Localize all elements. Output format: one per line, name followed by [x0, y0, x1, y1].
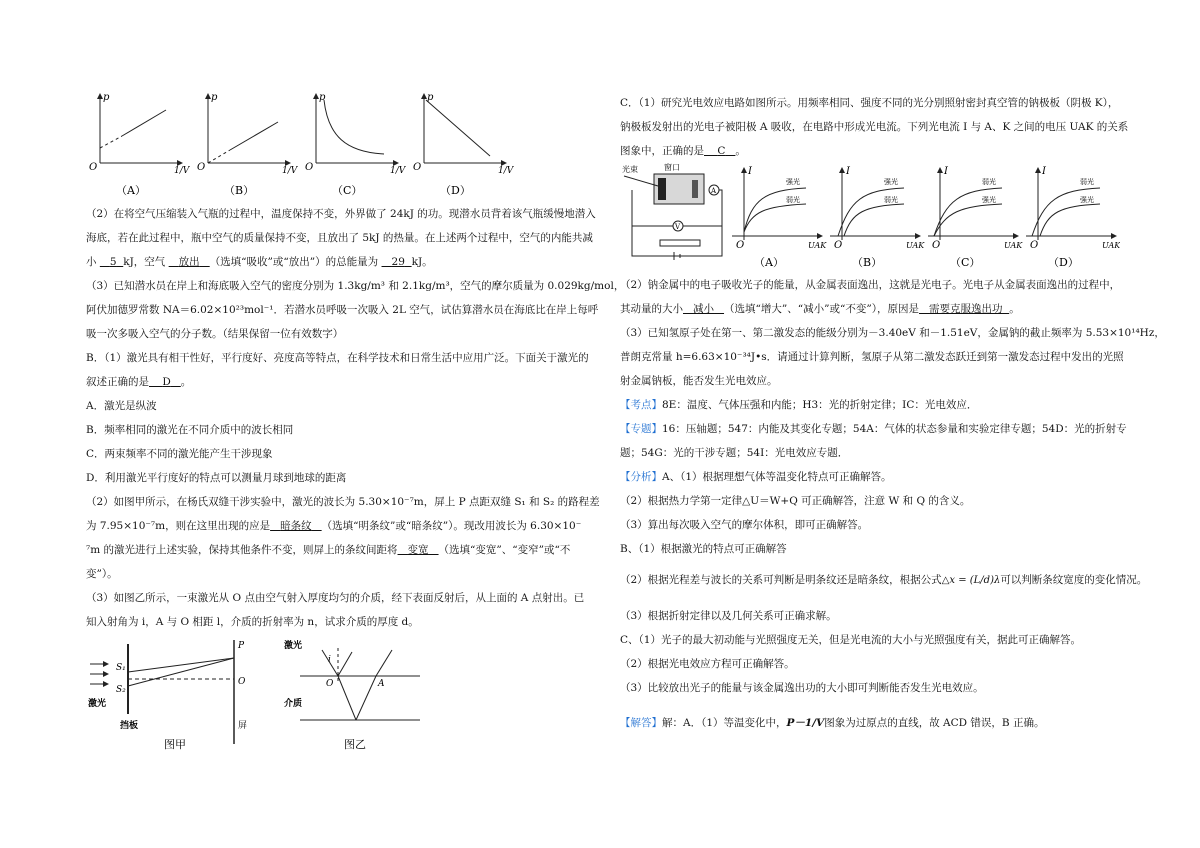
svg-text:屏: 屏 — [238, 721, 248, 731]
svg-text:A: A — [378, 679, 385, 689]
photoelectric-figure — [620, 160, 1120, 272]
q3-line3: 吸一次多吸入空气的分子数。（结果保留一位有效数字） — [86, 328, 344, 340]
c1-line2: 钠极板发射出的光电子被阳极 A 吸收，在电路中形成光电流。下列光电流 I 与 A、K 之间的电压 UAK 的关系 — [620, 121, 1129, 133]
graph-axis-p: p — [103, 92, 110, 103]
svg-text:挡板: 挡板 — [120, 721, 139, 731]
c3-line1: （3）已知氢原子处在第一、第二激发态的能级分别为－3.40eV 和－1.51eV，金属钠的截止频率为 5.53×10¹⁴Hz， — [620, 327, 1165, 339]
axis-i-label: I — [944, 166, 948, 177]
svg-text:S₂: S₂ — [116, 685, 126, 695]
svg-text:窗口: 窗口 — [664, 163, 680, 172]
svg-text:p: p — [211, 92, 218, 103]
fenxi-3: （3）算出每次吸入空气的摩尔体积，即可正确解答。 — [620, 519, 869, 531]
svg-text:激光: 激光 — [284, 641, 303, 651]
b1-line2: 叙述正确的是 D 。 — [86, 376, 192, 388]
svg-text:1/V: 1/V — [390, 166, 406, 176]
svg-text:1/V: 1/V — [282, 166, 298, 176]
answer-blank: 减小 — [693, 303, 715, 315]
figure-yi-refraction — [280, 634, 450, 750]
q3-line1: （3）已知潜水员在岸上和海底吸入空气的密度分别为 1.3kg/m³ 和 2.1kg/m³，空气的摩尔质量为 0.029kg/mol， — [86, 280, 625, 292]
iu-graph-a — [732, 166, 827, 269]
c3-line2: 普朗克常量 h=6.63×10⁻³⁴J•s．请通过计算判断，氢原子从第二激发态跃迁到第一激发态过程中发出的光照 — [620, 351, 1124, 363]
svg-text:p: p — [427, 92, 434, 103]
axis-u-label: UAK — [1102, 241, 1120, 250]
c1-line1: C．（1）研究光电效应电路如图所示。用频率相同、强度不同的光分别照射密封真空管的钠极板（阴极 K）， — [620, 97, 1119, 109]
curve-label-top: 强光 — [786, 178, 800, 186]
graph-option-label: （D） — [1048, 256, 1079, 269]
axis-u-label: UAK — [808, 241, 827, 250]
formula: P－1/V — [786, 717, 825, 729]
answer-blank: C — [717, 145, 726, 157]
c1-line3: 图象中，正确的是 C 。 — [620, 145, 746, 157]
graph-a — [89, 92, 191, 197]
svg-text:光束: 光束 — [622, 165, 638, 174]
curve-label-bottom: 弱光 — [786, 196, 800, 204]
answer-blank: 暗条纹 — [280, 520, 312, 532]
curve-label-top: 强光 — [884, 178, 898, 186]
iu-graph-d — [1026, 166, 1120, 269]
svg-text:p: p — [319, 92, 326, 103]
svg-text:i: i — [328, 655, 331, 665]
iu-graphs — [732, 166, 1120, 269]
option-a: A．激光是纵波 — [86, 400, 157, 412]
figure-jia-double-slit — [86, 634, 256, 750]
graph-option-label: （B） — [852, 256, 883, 269]
fenxi-b2: （2）根据光程差与波长的关系可判断是明条纹还是暗条纹，根据公式△x = (L/d)λ可以判断条纹宽度的变化情况。 — [620, 574, 1148, 586]
c3-line3: 射金属钠板，能否发生光电效应。 — [620, 375, 778, 387]
svg-text:（A）: （A） — [116, 184, 146, 197]
graph-option-label: （C） — [950, 256, 981, 269]
c2-line2: 其动量的大小 减小 （选填“增大”、“减小”或“不变”），原因是 需要克服逸出功 。 — [620, 303, 1020, 315]
answer-blank: 29 — [391, 256, 405, 268]
svg-text:V: V — [675, 223, 681, 231]
fenxi-b3: （3）根据折射定律以及几何关系可正确求解。 — [620, 610, 837, 622]
axis-i-label: I — [748, 166, 752, 177]
formula: △x = (L/d)λ — [941, 575, 1001, 586]
b3-line1: （3）如图乙所示，一束激光从 O 点由空气射入厚度均匀的介质，经下表面反射后，从上面的 A 点射出。已 — [86, 592, 585, 604]
origin-label: O — [932, 240, 941, 251]
answer-blank: D — [162, 376, 171, 388]
option-b: B．频率相同的激光在不同介质中的波长相同 — [86, 424, 294, 436]
axis-u-label: UAK — [1004, 241, 1023, 250]
jieda: 【解答】解：A．（1）等温变化中，P－1/V图象为过原点的直线，故 ACD 错误，B 正确。 — [620, 717, 1045, 729]
axis-i-label: I — [1042, 166, 1046, 177]
svg-text:（B）: （B） — [224, 184, 255, 197]
svg-text:（D）: （D） — [440, 184, 471, 197]
graph-d — [413, 92, 515, 197]
svg-text:1/V: 1/V — [498, 166, 514, 176]
answer-blank: 5 — [109, 256, 117, 268]
iu-graph-b — [830, 166, 925, 269]
b2-line4: 变”）。 — [86, 568, 118, 580]
svg-text:S₁: S₁ — [116, 663, 126, 673]
svg-text:A: A — [711, 187, 717, 195]
svg-text:O: O — [305, 162, 314, 173]
svg-text:O: O — [413, 162, 422, 173]
svg-text:O: O — [238, 677, 246, 687]
b3-line2: 知入射角为 i，A 与 O 相距 l，介质的折射率为 n，试求介质的厚度 d。 — [86, 616, 419, 628]
q2-line3: 小 5 kJ，空气 放出 （选填“吸收”或“放出”）的总能量为 29 kJ。 — [86, 256, 433, 268]
tag-fenxi: 【分析】 — [620, 471, 662, 483]
axis-i-label: I — [846, 166, 850, 177]
origin-label: O — [736, 240, 745, 251]
b2-line1: （2）如图甲所示，在杨氏双缝干涉实验中，激光的波长为 5.30×10⁻⁷m，屏上 P 点距双缝 S₁ 和 S₂ 的路程差 — [86, 496, 600, 508]
circuit-diagram — [622, 162, 722, 260]
b1-line1: B．（1）激光具有相干性好，平行度好、亮度高等特点，在科学技术和日常生活中应用广泛。下面关于激光的 — [86, 352, 589, 364]
kaodian: 【考点】8E：温度、气体压强和内能；H3：光的折射定律；IC：光电效应． — [620, 399, 978, 411]
fenxi: 【分析】A、（1）根据理想气体等温变化特点可正确解答。 — [620, 471, 892, 483]
iu-graph-c — [928, 166, 1023, 269]
b2-line3: ⁷m 的激光进行上述实验，保持其他条件不变，则屏上的条纹间距将 变宽 （选填“变宽”、“变窄”或“不 — [86, 544, 571, 556]
svg-text:1/V: 1/V — [174, 166, 190, 176]
axis-u-label: UAK — [906, 241, 925, 250]
graph-option-label: （A） — [754, 256, 784, 269]
zhuanti-cont: 题；54G：光的干涉专题；54I：光电效应专题． — [620, 447, 849, 459]
zhuanti: 【专题】16：压轴题；547：内能及其变化专题；54A：气体的状态参量和实验定律专题；54D：光的折射专 — [620, 423, 1127, 435]
tag-jieda: 【解答】 — [620, 717, 662, 729]
answer-blank: 放出 — [178, 256, 200, 268]
option-d: D．利用激光平行度好的特点可以测量月球到地球的距离 — [86, 472, 347, 484]
graph-c — [305, 92, 407, 197]
answer-blank: 变宽 — [407, 544, 429, 556]
curve-label-bottom: 强光 — [1080, 196, 1094, 204]
svg-text:P: P — [238, 641, 245, 651]
fenxi-c1: C、（1）光子的最大初动能与光照强度无关，但是光电流的大小与光照强度有关，据此可正确解答。 — [620, 634, 1081, 646]
fenxi-c2: （2）根据光电效应方程可正确解答。 — [620, 658, 795, 670]
svg-text:O: O — [197, 162, 206, 173]
b2-line2: 为 7.95×10⁻⁷m，则在这里出现的应是 暗条纹 （选填“明条纹”或“暗条纹”）。现改用波长为 6.30×10⁻ — [86, 520, 582, 532]
curve-label-top: 弱光 — [1080, 178, 1094, 186]
svg-text:O: O — [89, 162, 98, 173]
svg-text:激光: 激光 — [88, 699, 107, 709]
graph-b — [197, 92, 299, 197]
q2-line2: 海底，若在此过程中，瓶中空气的质量保持不变，且放出了 5kJ 的热量。在上述两个过程中，空气的内能共减 — [86, 232, 593, 244]
curve-label-top: 弱光 — [982, 178, 996, 186]
answer-blank: 需要克服逸出功 — [929, 303, 1003, 315]
option-c: C．两束频率不同的激光能产生干涉现象 — [86, 448, 273, 460]
curve-label-bottom: 弱光 — [884, 196, 898, 204]
svg-text:介质: 介质 — [284, 699, 303, 709]
svg-text:图乙: 图乙 — [344, 738, 366, 750]
origin-label: O — [1030, 240, 1039, 251]
fenxi-c3: （3）比较放出光子的能量与该金属逸出功的大小即可判断能否发生光电效应。 — [620, 682, 984, 694]
c2-line1: （2）钠金属中的电子吸收光子的能量，从金属表面逸出，这就是光电子。光电子从金属表面逸出的过程中， — [620, 279, 1121, 291]
fenxi-2: （2）根据热力学第一定律△U＝W+Q 可正确解答，注意 W 和 Q 的含义。 — [620, 495, 971, 507]
curve-label-bottom: 强光 — [982, 196, 996, 204]
svg-text:图甲: 图甲 — [164, 738, 186, 750]
q3-line2: 阿伏加德罗常数 NA＝6.02×10²³mol⁻¹．若潜水员呼吸一次吸入 2L 空气，试估算潜水员在海底比在岸上每呼 — [86, 304, 599, 316]
tag-kaodian: 【考点】 — [620, 399, 662, 411]
svg-text:O: O — [326, 679, 334, 689]
origin-label: O — [834, 240, 843, 251]
q2-line1: （2）在将空气压缩装入气瓶的过程中，温度保持不变，外界做了 24kJ 的功。现潜水员背着该气瓶缓慢地潜入 — [86, 208, 596, 220]
tag-zhuanti: 【专题】 — [620, 423, 662, 435]
svg-text:（C）: （C） — [332, 184, 363, 197]
pv-graphs-figure — [86, 88, 526, 200]
fenxi-b1: B、（1）根据激光的特点可正确解答 — [620, 543, 787, 555]
